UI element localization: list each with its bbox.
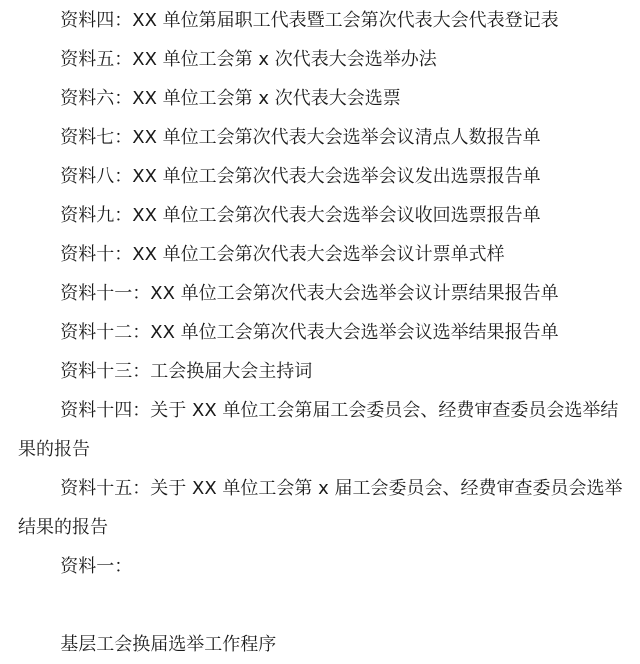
document-line-attachment-14: 资料十四：关于 XX 单位工会第届工会委员会、经费审查委员会选举结果的报告 <box>18 400 619 460</box>
section-heading: 基层工会换届选举工作程序 <box>60 634 277 655</box>
document-line-attachment-11: 资料十一：XX 单位工会第次代表大会选举会议计票结果报告单 <box>60 283 559 304</box>
blank-line <box>18 586 624 625</box>
document-line-attachment-12: 资料十二：XX 单位工会第次代表大会选举会议选举结果报告单 <box>60 322 559 343</box>
document-line-attachment-9: 资料九：XX 单位工会第次代表大会选举会议收回选票报告单 <box>60 205 541 226</box>
document-line-attachment-6: 资料六：XX 单位工会第 x 次代表大会选票 <box>60 88 401 109</box>
document-body <box>18 0 624 664</box>
document-line-attachment-10: 资料十：XX 单位工会第次代表大会选举会议计票单式样 <box>60 244 505 265</box>
document-line-attachment-8: 资料八：XX 单位工会第次代表大会选举会议发出选票报告单 <box>60 166 541 187</box>
document-line-attachment-1: 资料一： <box>60 556 133 577</box>
document-line-attachment-13: 资料十三：工会换届大会主持词 <box>60 361 313 382</box>
document-line-attachment-5: 资料五：XX 单位工会第 x 次代表大会选举办法 <box>60 49 437 70</box>
document-line-attachment-15: 资料十五：关于 XX 单位工会第 x 届工会委员会、经费审查委员会选举结果的报告 <box>18 478 623 538</box>
document-line-attachment-7: 资料七：XX 单位工会第次代表大会选举会议清点人数报告单 <box>60 127 541 148</box>
document-line-attachment-4: 资料四：XX 单位第届职工代表暨工会第次代表大会代表登记表 <box>60 10 559 31</box>
